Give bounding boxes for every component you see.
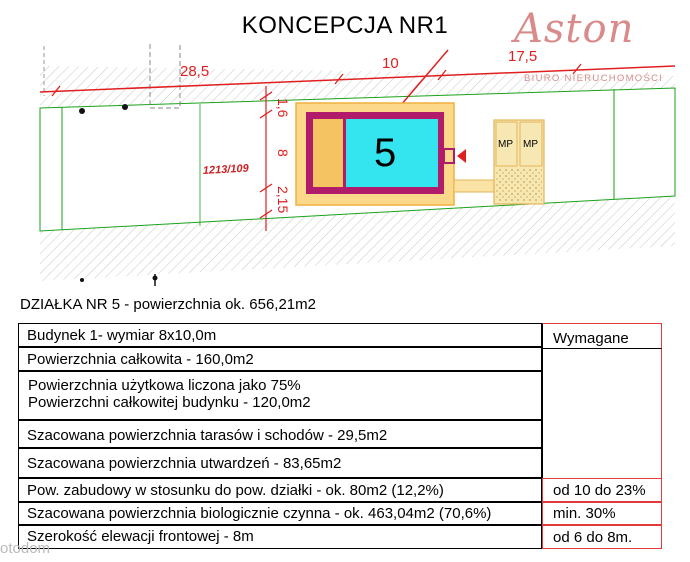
- depth-dimension-2: 8: [275, 149, 291, 157]
- table-row: Szacowana powierzchnia tarasów i schodów - 29,5m2: [18, 420, 542, 448]
- table-row: Szerokość elewacji frontowej - 8m: [18, 525, 542, 549]
- watermark: otodom: [0, 540, 51, 557]
- dimension-left: 28,5: [180, 63, 210, 80]
- entrance: [444, 149, 454, 163]
- parcel-area-heading: DZIAŁKA NR 5 - powierzchnia ok. 656,21m2: [20, 296, 316, 313]
- table-row: Powierzchnia całkowita - 160,0m2: [18, 347, 542, 371]
- site-plan-drawing: [0, 36, 690, 286]
- logo-wordmark: Aston: [514, 6, 635, 52]
- depth-dimension-1: 1,6: [275, 98, 291, 118]
- table-row: Szacowana powierzchnia utwardzeń - 83,65m2: [18, 448, 542, 478]
- table-row: Budynek 1- wymiar 8x10,0m: [18, 323, 542, 347]
- table-row: [18, 371, 542, 420]
- parcel-number-label: 1213/109: [202, 162, 249, 177]
- dimension-middle: 10: [382, 55, 399, 72]
- table-cell-line: Powierzchni całkowitej budynku - 120,0m2: [28, 394, 311, 411]
- table-row: Szacowana powierzchnia biologicznie czynna - ok. 463,04m2 (70,6%): [18, 502, 542, 525]
- required-elewacja: od 6 do 8m.: [542, 525, 662, 549]
- building-number: 5: [374, 131, 397, 175]
- driveway: [454, 180, 496, 192]
- required-zabudowa: od 10 do 23%: [542, 478, 662, 502]
- required-blank: [542, 349, 662, 478]
- dimension-right: 17,5: [508, 48, 538, 65]
- depth-dimension-3: 2,15: [275, 186, 291, 214]
- terrace: [313, 119, 343, 187]
- parking-label-1: MP: [498, 139, 513, 150]
- parking-label-2: MP: [523, 139, 538, 150]
- required-biologiczna: min. 30%: [542, 502, 662, 525]
- required-header: Wymagane: [542, 323, 662, 349]
- table-cell-line: Powierzchnia użytkowa liczona jako 75%: [28, 377, 301, 394]
- table-row: Pow. zabudowy w stosunku do pow. działki - ok. 80m2 (12,2%): [18, 478, 542, 502]
- page-title: KONCEPCJA NR1: [241, 12, 449, 39]
